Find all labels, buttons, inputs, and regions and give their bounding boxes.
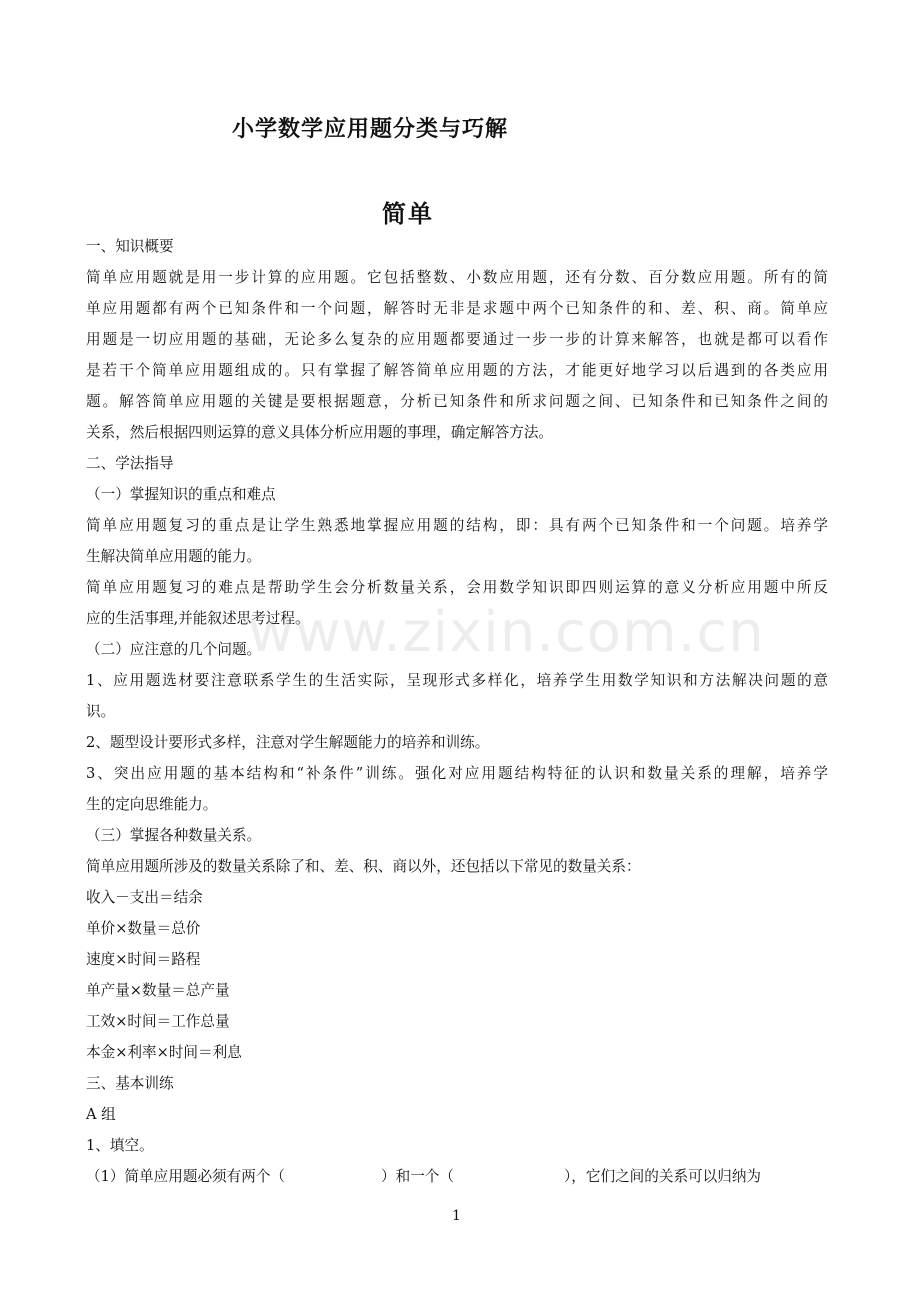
text-line: 2、题型设计要形式多样，注意对学生解题能力的培养和训练。 (86, 734, 490, 751)
formula-line: 单价×数量＝总价 (86, 920, 201, 937)
text-line: A 组 (86, 1106, 116, 1123)
question-text: ）和一个（ (381, 1168, 454, 1185)
text-line: 简单应用题复习的重点是让学生熟悉地掌握应用题的结构，即：具有两个已知条件和一个问题。培养学 (86, 517, 828, 534)
text-line: 一、知识概要 (86, 238, 174, 255)
formula-line: 单产量×数量＝总产量 (86, 982, 230, 999)
page-number: 1 (452, 1208, 461, 1224)
document-title: 小学数学应用题分类与巧解 (232, 117, 509, 142)
text-line: 生解决简单应用题的能力。 (86, 548, 262, 565)
text-line: （一）掌握知识的重点和难点 (86, 486, 276, 503)
formula-line: 收入－支出＝结余 (86, 889, 203, 906)
text-line: 是若干个简单应用题组成的。只有掌握了解答简单应用题的方法，才能更好地学习以后遇到的各类应用 (86, 362, 828, 379)
text-line: 简单应用题所涉及的数量关系除了和、差、积、商以外，还包括以下常见的数量关系： (86, 858, 641, 875)
text-line: 应的生活事理,并能叙述思考过程。 (86, 610, 310, 627)
text-line: 生的定向思维能力。 (86, 796, 218, 813)
text-line: 题。解答简单应用题的关键是要根据题意，分析已知条件和所求问题之间、已知条件和已知条件之间的 (86, 393, 828, 410)
formula-line: 速度×时间＝路程 (86, 951, 201, 968)
text-line: 简单应用题就是用一步计算的应用题。它包括整数、小数应用题，还有分数、百分数应用题。所有的简 (86, 269, 828, 286)
body-text (86, 231, 828, 1192)
text-line: 关系，然后根据四则运算的意义具体分析应用题的事理，确定解答方法。 (86, 424, 554, 441)
text-line: 简单应用题复习的难点是帮助学生会分析数量关系，会用数学知识即四则运算的意义分析应用题中所反 (86, 579, 828, 596)
watermark: www.zixin.com.cn (248, 600, 765, 665)
question-text: （1）简单应用题必须有两个（ (86, 1168, 286, 1185)
text-line: （三）掌握各种数量关系。 (86, 827, 262, 844)
text-line: （二）应注意的几个问题。 (86, 641, 262, 658)
text-line: 3、突出应用题的基本结构和“补条件”训练。强化对应用题结构特征的认识和数量关系的理解，培养学 (86, 765, 828, 782)
fill-in-question (86, 1161, 828, 1192)
text-line: 单应用题都有两个已知条件和一个问题，解答时无非是求题中两个已知条件的和、差、积、商。简单应 (86, 300, 828, 317)
text-line: 二、学法指导 (86, 455, 174, 472)
text-line: 识。 (86, 703, 116, 720)
formula-line: 本金×利率×时间＝利息 (86, 1044, 242, 1061)
section-title: 简单 (382, 200, 434, 228)
formula-line: 工效×时间＝工作总量 (86, 1013, 230, 1030)
question-text: ），它们之间的关系可以归纳为 (564, 1168, 762, 1185)
text-line: 三、基本训练 (86, 1075, 174, 1092)
text-line: 1、应用题选材要注意联系学生的生活实际，呈现形式多样化，培养学生用数学知识和方法解决问题的意 (86, 672, 828, 689)
text-line: 1、填空。 (86, 1137, 154, 1154)
text-line: 用题是一切应用题的基础，无论多么复杂的应用题都要通过一步一步的计算来解答，也就是都可以看作 (86, 331, 828, 348)
